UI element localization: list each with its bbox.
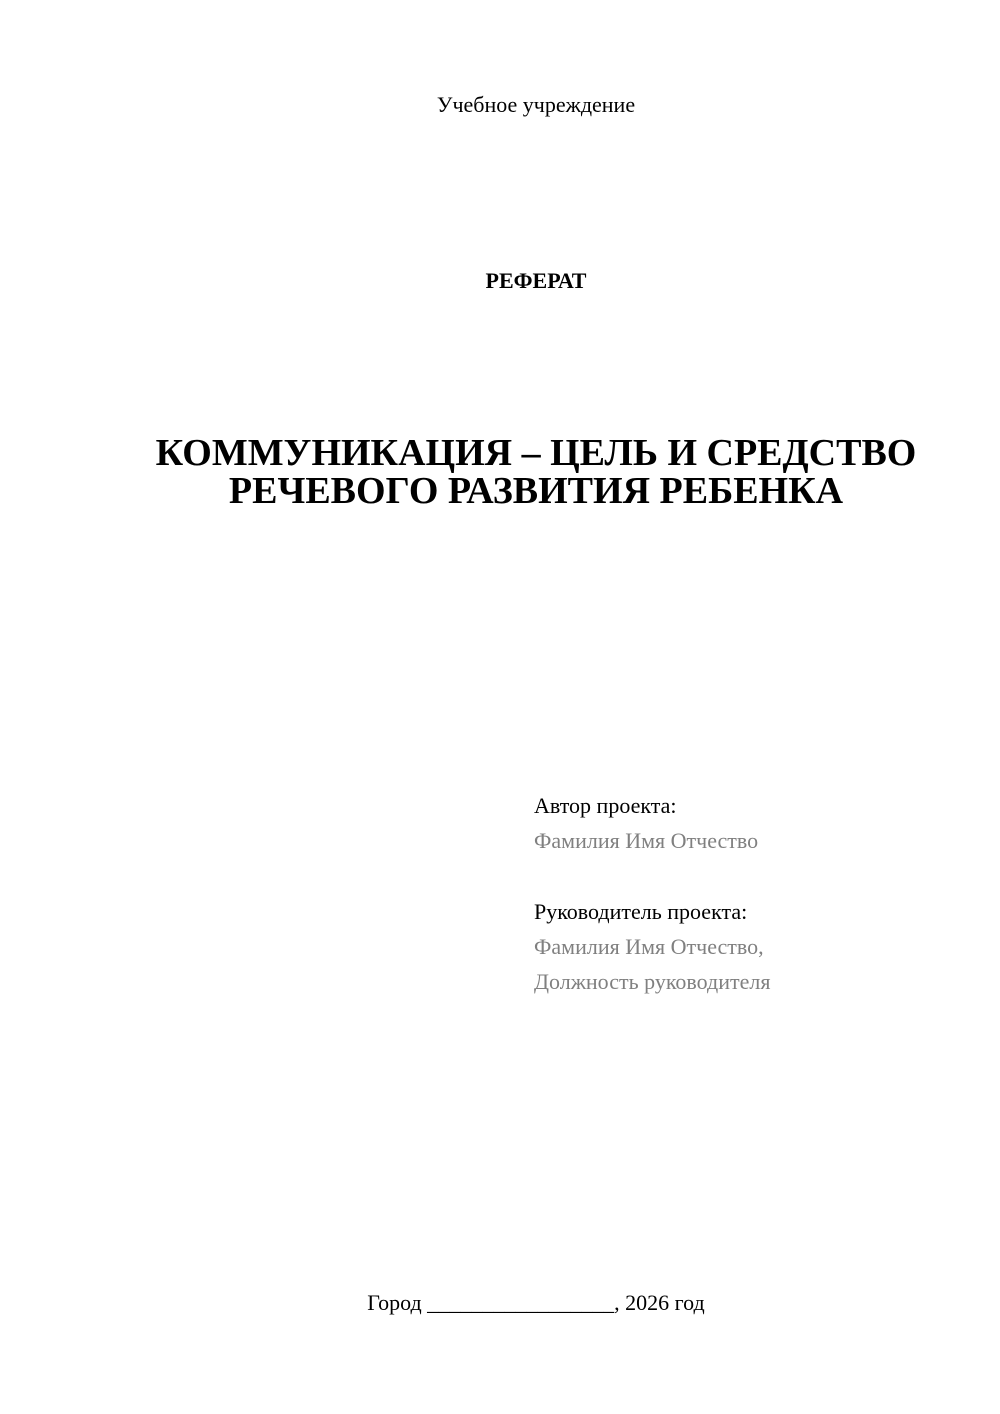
- author-label: Автор проекта:: [534, 793, 677, 818]
- institution-name: Учебное учреждение: [436, 92, 636, 117]
- supervisor-position: Должность руководителя: [534, 969, 771, 994]
- title-line-2: РЕЧЕВОГО РАЗВИТИЯ РЕБЕНКА: [228, 470, 844, 512]
- supervisor-label: Руководитель проекта:: [534, 899, 748, 924]
- author-name: Фамилия Имя Отчество: [534, 828, 759, 853]
- city-year-line: Город _________________, 2026 год: [367, 1290, 705, 1315]
- title-line-1: КОММУНИКАЦИЯ – ЦЕЛЬ И СРЕДСТВО: [155, 432, 917, 474]
- project-info-block: [534, 788, 954, 999]
- spacer: [534, 858, 954, 894]
- document-title: [80, 434, 992, 510]
- document-type: РЕФЕРАТ: [485, 268, 587, 293]
- supervisor-name: Фамилия Имя Отчество,: [534, 934, 764, 959]
